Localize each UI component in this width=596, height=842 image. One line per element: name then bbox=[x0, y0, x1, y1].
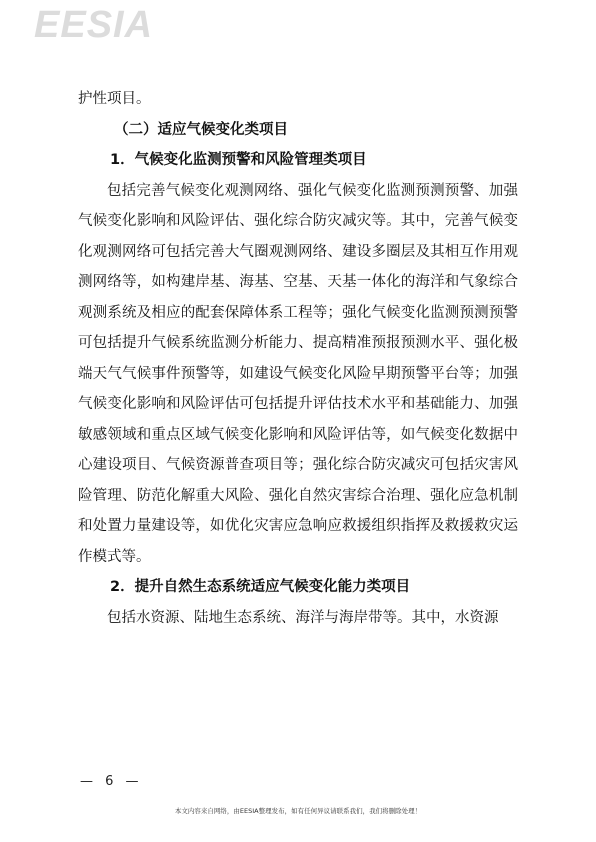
footer-disclaimer: 本文内容来自网络，由EESIA整理发布，如有任何异议请联系我们，我们将删除处理！ bbox=[174, 807, 422, 815]
eesia-watermark-logo: EESIA bbox=[34, 4, 154, 46]
paragraph-ecosystem: 包括水资源、陆地生态系统、海洋与海岸带等。其中，水资源 bbox=[107, 609, 499, 626]
page-number: — 6 — bbox=[80, 774, 143, 789]
document-body bbox=[78, 84, 518, 633]
subsection-heading-2: 2．提升自然生态系统适应气候变化能力类项目 bbox=[110, 579, 411, 595]
paragraph-monitoring: 包括完善气候变化观测网络、强化气候变化监测预测预警、加强气候变化影响和风险评估、强化综合防灾减灾等。其中，完善气候变化观测网络可包括完善大气圈观测网络、建设多圈层及其相互作用观测网络等，如构建岸基、海基、空基、天基一体化的海洋和气象综合观测系统及相应的配套保障体系工程等；强化气候变化监测预测预警可包括提升气候系统监测分析能力、提高精准预报预测水平、强化极端天气气候事件预警等，如建设气候变化风险早期预警平台等；加强气候变化影响和风险评估可包括提升评估技术水平和基础能力、加强敏感领域和重点区域气候变化影响和风险评估等，如气候变化数据中心建设项目、气候资源普查项目等；强化综合防灾减灾可包括灾害风险管理、防范化解重大风险、强化自然灾害综合治理、强化应急机制和处置力量建设等，如优化灾害应急响应救援组织指挥及救援救灾运作模式等。 bbox=[78, 182, 518, 565]
section-heading-adaptation: （二）适应气候变化类项目 bbox=[114, 121, 288, 138]
paragraph-continuation: 护性项目。 bbox=[78, 91, 151, 107]
subsection-heading-1: 1．气候变化监测预警和风险管理类项目 bbox=[110, 152, 367, 168]
